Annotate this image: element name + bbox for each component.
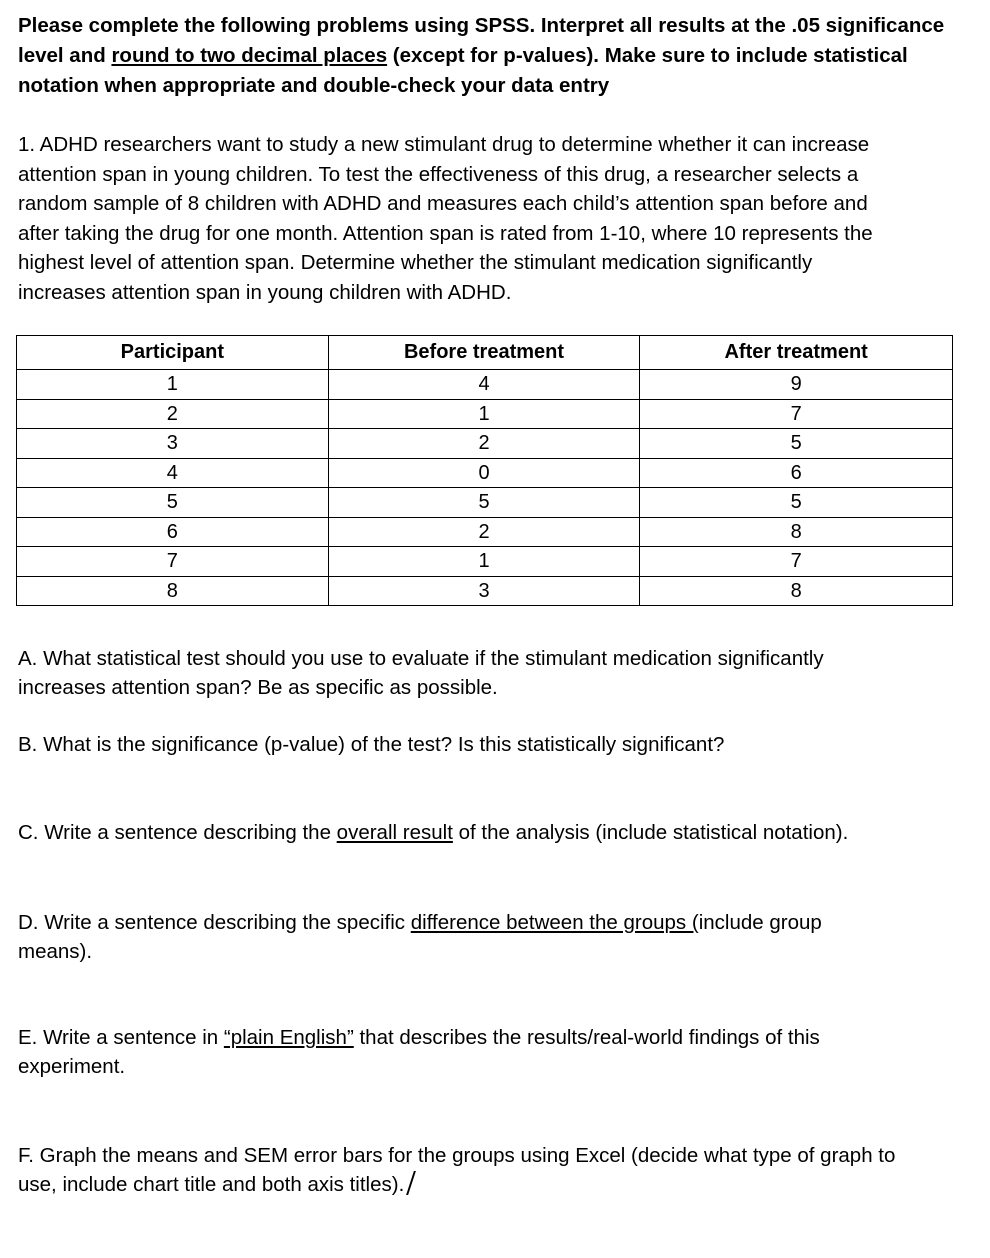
- cell-after: 7: [640, 399, 953, 429]
- table-row: [17, 429, 953, 459]
- cell-before: 5: [328, 488, 640, 518]
- question-e-pre: E. Write a sentence in: [18, 1026, 224, 1049]
- cell-before: 3: [328, 576, 640, 606]
- cell-after: 5: [640, 488, 953, 518]
- problem-line-2: attention span in young children. To test the effectiveness of this drug, a researcher selects a: [18, 162, 859, 186]
- cell-before: 4: [328, 370, 640, 400]
- cell-after: 8: [640, 517, 953, 547]
- cell-before: 0: [328, 458, 640, 488]
- text-cursor: [406, 1171, 416, 1195]
- problem-statement: [18, 130, 968, 310]
- cell-after: 5: [640, 429, 953, 459]
- question-e-emphasis: “plain English”: [223, 1026, 354, 1049]
- instructions: [18, 11, 968, 101]
- instructions-line-2-pre: level and: [18, 44, 112, 67]
- problem-line-5: highest level of attention span. Determine whether the stimulant medication significantly: [18, 251, 813, 274]
- cell-participant: 7: [17, 547, 329, 577]
- table-row: [17, 547, 953, 577]
- cell-before: 1: [328, 399, 640, 429]
- cell-participant: 4: [17, 458, 329, 488]
- table-row: [17, 488, 953, 518]
- instructions-line-2: [18, 41, 908, 71]
- table-header-row: [17, 336, 953, 370]
- question-c-emphasis: overall result: [336, 821, 453, 844]
- problem-line-3: random sample of 8 children with ADHD and measures each child’s attention span before and: [18, 192, 868, 215]
- instructions-line-2-post: (except for p-values). Make sure to include statistical: [387, 44, 908, 67]
- header-before-treatment: Before treatment: [328, 336, 640, 370]
- cell-participant: 6: [17, 517, 329, 547]
- question-c-pre: C. Write a sentence describing the: [18, 821, 337, 844]
- problem-line-1: 1. ADHD researchers want to study a new stimulant drug to determine whether it can increase: [18, 133, 870, 156]
- instructions-line-1: Please complete the following problems using SPSS. Interpret all results at the .05 significance: [18, 14, 945, 37]
- cell-after: 8: [640, 576, 953, 606]
- question-d-line-1: [18, 908, 822, 937]
- question-b-line-1: B. What is the significance (p-value) of the test? Is this statistically significant?: [18, 733, 725, 756]
- question-a-line-1: A. What statistical test should you use to evaluate if the stimulant medication significantly: [18, 647, 824, 670]
- question-f-line-2: [18, 1170, 412, 1199]
- cell-participant: 2: [17, 399, 329, 429]
- table-row: [17, 458, 953, 488]
- cell-after: 9: [640, 370, 953, 400]
- data-table: [16, 335, 953, 606]
- header-after-treatment: After treatment: [640, 336, 953, 370]
- question-d-emphasis: difference between the groups (: [410, 911, 699, 934]
- cell-participant: 1: [17, 370, 329, 400]
- question-d-post: include group: [698, 911, 822, 934]
- cell-after: 6: [640, 458, 953, 488]
- problem-line-6: increases attention span in young children with ADHD.: [18, 280, 512, 304]
- table-row: [17, 370, 953, 400]
- cell-before: 2: [328, 429, 640, 459]
- cell-participant: 5: [17, 488, 329, 518]
- table-row: [17, 399, 953, 429]
- cell-before: 1: [328, 547, 640, 577]
- instructions-line-3: notation when appropriate and double-check your data entry: [18, 74, 610, 97]
- cell-participant: 3: [17, 429, 329, 459]
- question-d-line-2: means).: [18, 940, 93, 963]
- question-e-line-1: [18, 1023, 820, 1052]
- header-participant: Participant: [17, 336, 329, 370]
- question-c-post: of the analysis (include statistical notation).: [452, 821, 849, 844]
- question-c-line-1: [18, 818, 848, 847]
- problem-line-4: after taking the drug for one month. Attention span is rated from 1-10, where 10 represents the: [18, 221, 873, 245]
- cell-after: 7: [640, 547, 953, 577]
- question-f-line-2-text: use, include chart title and both axis titles).: [18, 1173, 405, 1196]
- question-a-line-2: increases attention span? Be as specific as possible.: [18, 676, 498, 699]
- cell-before: 2: [328, 517, 640, 547]
- question-d-pre: D. Write a sentence describing the specific: [18, 911, 411, 934]
- question-e-line-2: experiment.: [18, 1055, 126, 1078]
- question-e-post: that describes the results/real-world findings of this: [353, 1026, 820, 1049]
- instructions-rounding-emphasis: round to two decimal places: [111, 44, 388, 67]
- question-f-line-1: F. Graph the means and SEM error bars for the groups using Excel (decide what type of graph to: [18, 1144, 896, 1167]
- cell-participant: 8: [17, 576, 329, 606]
- table-row: [17, 517, 953, 547]
- table-row: [17, 576, 953, 606]
